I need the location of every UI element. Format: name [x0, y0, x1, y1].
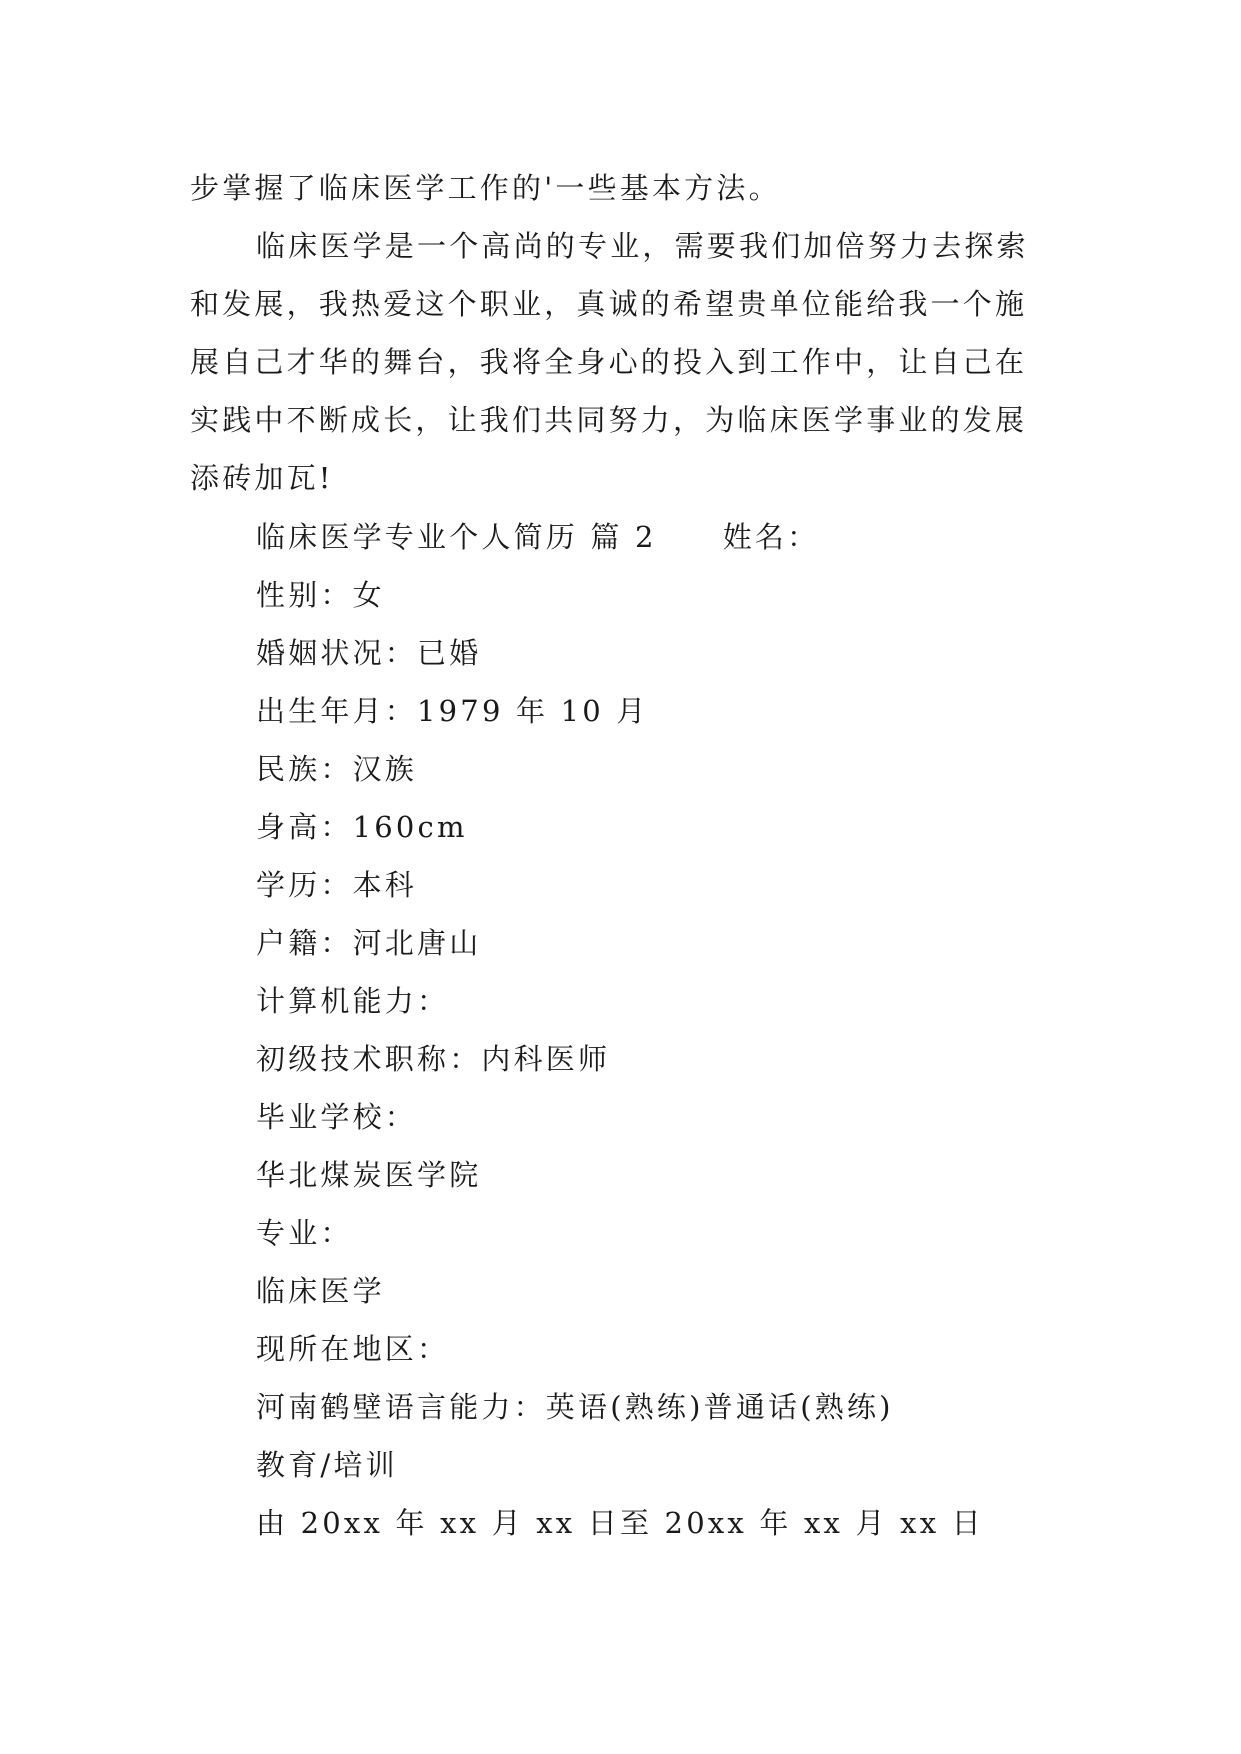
paragraph-line: 和发展，我热爱这个职业，真诚的希望贵单位能给我一个施 [190, 287, 1028, 321]
resume-field-major-label: 专业： [256, 1216, 353, 1250]
resume-education-period: 由 20xx 年 xx 月 xx 日至 20xx 年 xx 月 xx 日 [256, 1506, 984, 1540]
resume-field-height: 身高：160cm [256, 810, 468, 844]
resume-field-marital-status: 婚姻状况：已婚 [256, 636, 482, 670]
resume-field-birth-date: 出生年月：1979 年 10 月 [256, 694, 649, 728]
continuation-line [190, 159, 1050, 217]
resume-field-region-label: 现所在地区： [256, 1332, 450, 1366]
resume-field-ethnicity: 民族：汉族 [256, 752, 418, 786]
resume-field-major-value: 临床医学 [256, 1274, 385, 1308]
resume-title: 临床医学专业个人简历 篇 2 [256, 520, 657, 554]
resume-field-school-value: 华北煤炭医学院 [256, 1158, 482, 1192]
resume-title-line [256, 508, 984, 566]
resume-field-education: 学历：本科 [256, 868, 418, 902]
resume-field-school-label: 毕业学校： [256, 1100, 418, 1134]
resume-field-gender: 性别：女 [256, 578, 385, 612]
paragraph-line: 临床医学是一个高尚的专业，需要我们加倍努力去探索 [256, 229, 1029, 263]
resume-section [256, 508, 984, 1552]
closing-paragraph [190, 217, 1050, 507]
name-label: 姓名： [722, 520, 820, 554]
resume-field-region-language: 河南鹤壁语言能力：英语(熟练)普通话(熟练) [256, 1390, 894, 1424]
continuation-text: 步掌握了临床医学工作的'一些基本方法。 [190, 171, 781, 205]
resume-section-education-heading: 教育/培训 [256, 1448, 398, 1482]
paragraph-line: 添砖加瓦! [190, 461, 334, 495]
resume-field-computer-skills: 计算机能力： [256, 984, 450, 1018]
resume-field-title: 初级技术职称：内科医师 [256, 1042, 611, 1076]
resume-field-household: 户籍：河北唐山 [256, 926, 482, 960]
paragraph-line: 实践中不断成长，让我们共同努力，为临床医学事业的发展 [190, 403, 1028, 437]
paragraph-line: 展自己才华的舞台，我将全身心的投入到工作中，让自己在 [190, 345, 1028, 379]
